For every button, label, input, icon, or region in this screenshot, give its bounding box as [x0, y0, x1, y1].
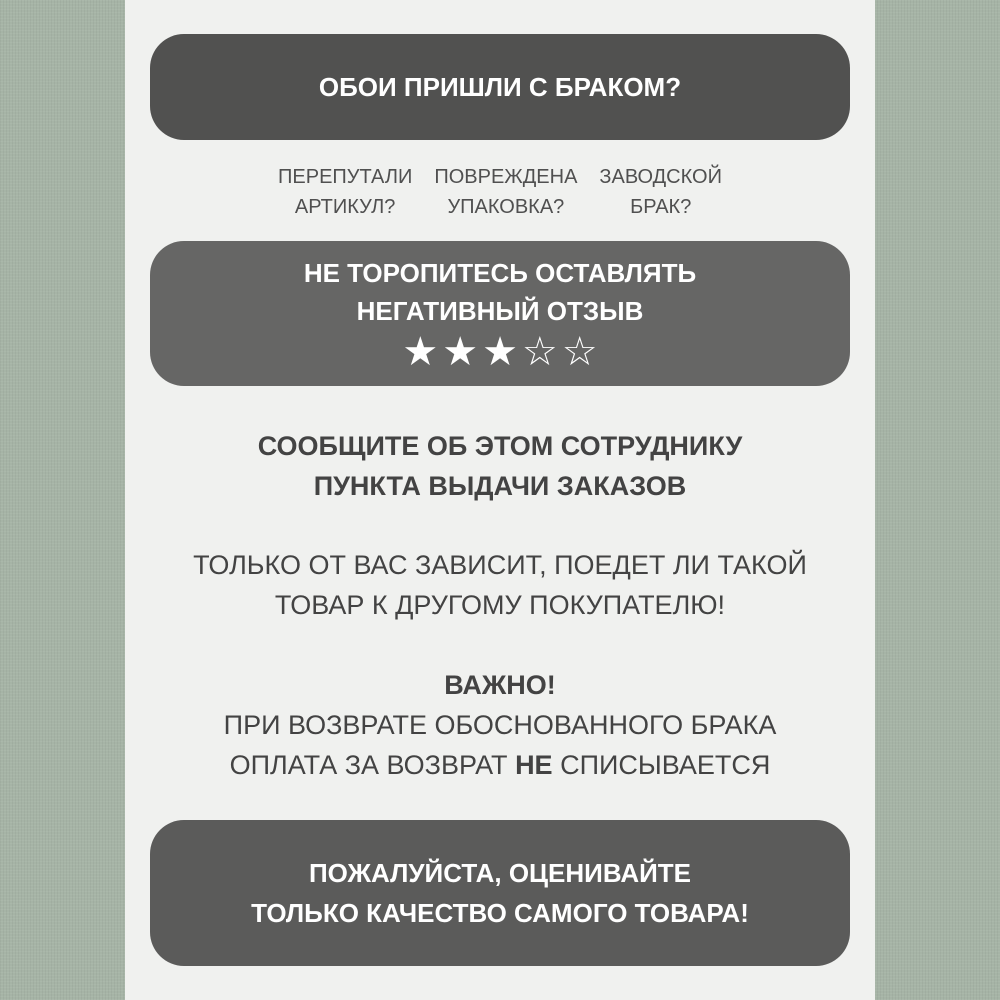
important-message	[125, 665, 875, 785]
notice-line: ТОЛЬКО ОТ ВАС ЗАВИСИТ, ПОЕДЕТ ЛИ ТАКОЙ	[193, 550, 807, 580]
star-rating	[402, 330, 597, 374]
problems-list	[150, 162, 850, 222]
footer-line: ПОЖАЛУЙСТА, ОЦЕНИВАЙТЕ	[308, 858, 692, 888]
important-text: СПИСЫВАЕТСЯ	[552, 750, 771, 780]
problem-line: ПОВРЕЖДЕНА	[434, 166, 578, 188]
header-title: ОБОИ ПРИШЛИ С БРАКОМ?	[318, 71, 682, 102]
warning-banner	[150, 241, 850, 386]
contact-line: СООБЩИТЕ ОБ ЭТОМ СОТРУДНИКУ	[257, 431, 743, 461]
important-heading: ВАЖНО!	[444, 670, 556, 700]
star-filled-icon: ★	[482, 329, 518, 374]
important-line: ПРИ ВОЗВРАТЕ ОБОСНОВАННОГО БРАКА	[223, 710, 777, 740]
problem-line: ПЕРЕПУТАЛИ	[278, 166, 413, 188]
contact-message	[125, 426, 875, 506]
important-text: ОПЛАТА ЗА ВОЗВРАТ	[229, 750, 516, 780]
star-filled-icon: ★	[442, 329, 479, 374]
problem-line: ЗАВОДСКОЙ	[599, 166, 722, 188]
problem-damaged-package	[434, 162, 577, 222]
problem-line: УПАКОВКА?	[447, 196, 565, 218]
important-emphasis: НЕ	[515, 750, 553, 780]
footer-line: ТОЛЬКО КАЧЕСТВО САМОГО ТОВАРА!	[251, 898, 749, 928]
header-banner	[150, 34, 850, 140]
star-empty-icon: ☆	[561, 329, 598, 374]
warning-line: НЕГАТИВНЫЙ ОТЗЫВ	[356, 295, 644, 326]
notice-line: ТОВАР К ДРУГОМУ ПОКУПАТЕЛЮ!	[274, 590, 726, 620]
problem-factory-defect	[599, 162, 722, 222]
footer-banner	[150, 820, 850, 966]
problem-line: БРАК?	[630, 196, 692, 218]
contact-line: ПУНКТА ВЫДАЧИ ЗАКАЗОВ	[313, 471, 687, 501]
star-filled-icon: ★	[402, 329, 439, 374]
problem-wrong-article	[278, 162, 412, 222]
star-empty-icon: ☆	[521, 329, 558, 374]
problem-line: АРТИКУЛ?	[294, 196, 396, 218]
notice-message	[125, 545, 875, 625]
warning-line: НЕ ТОРОПИТЕСЬ ОСТАВЛЯТЬ	[303, 257, 697, 288]
important-line	[125, 745, 875, 785]
